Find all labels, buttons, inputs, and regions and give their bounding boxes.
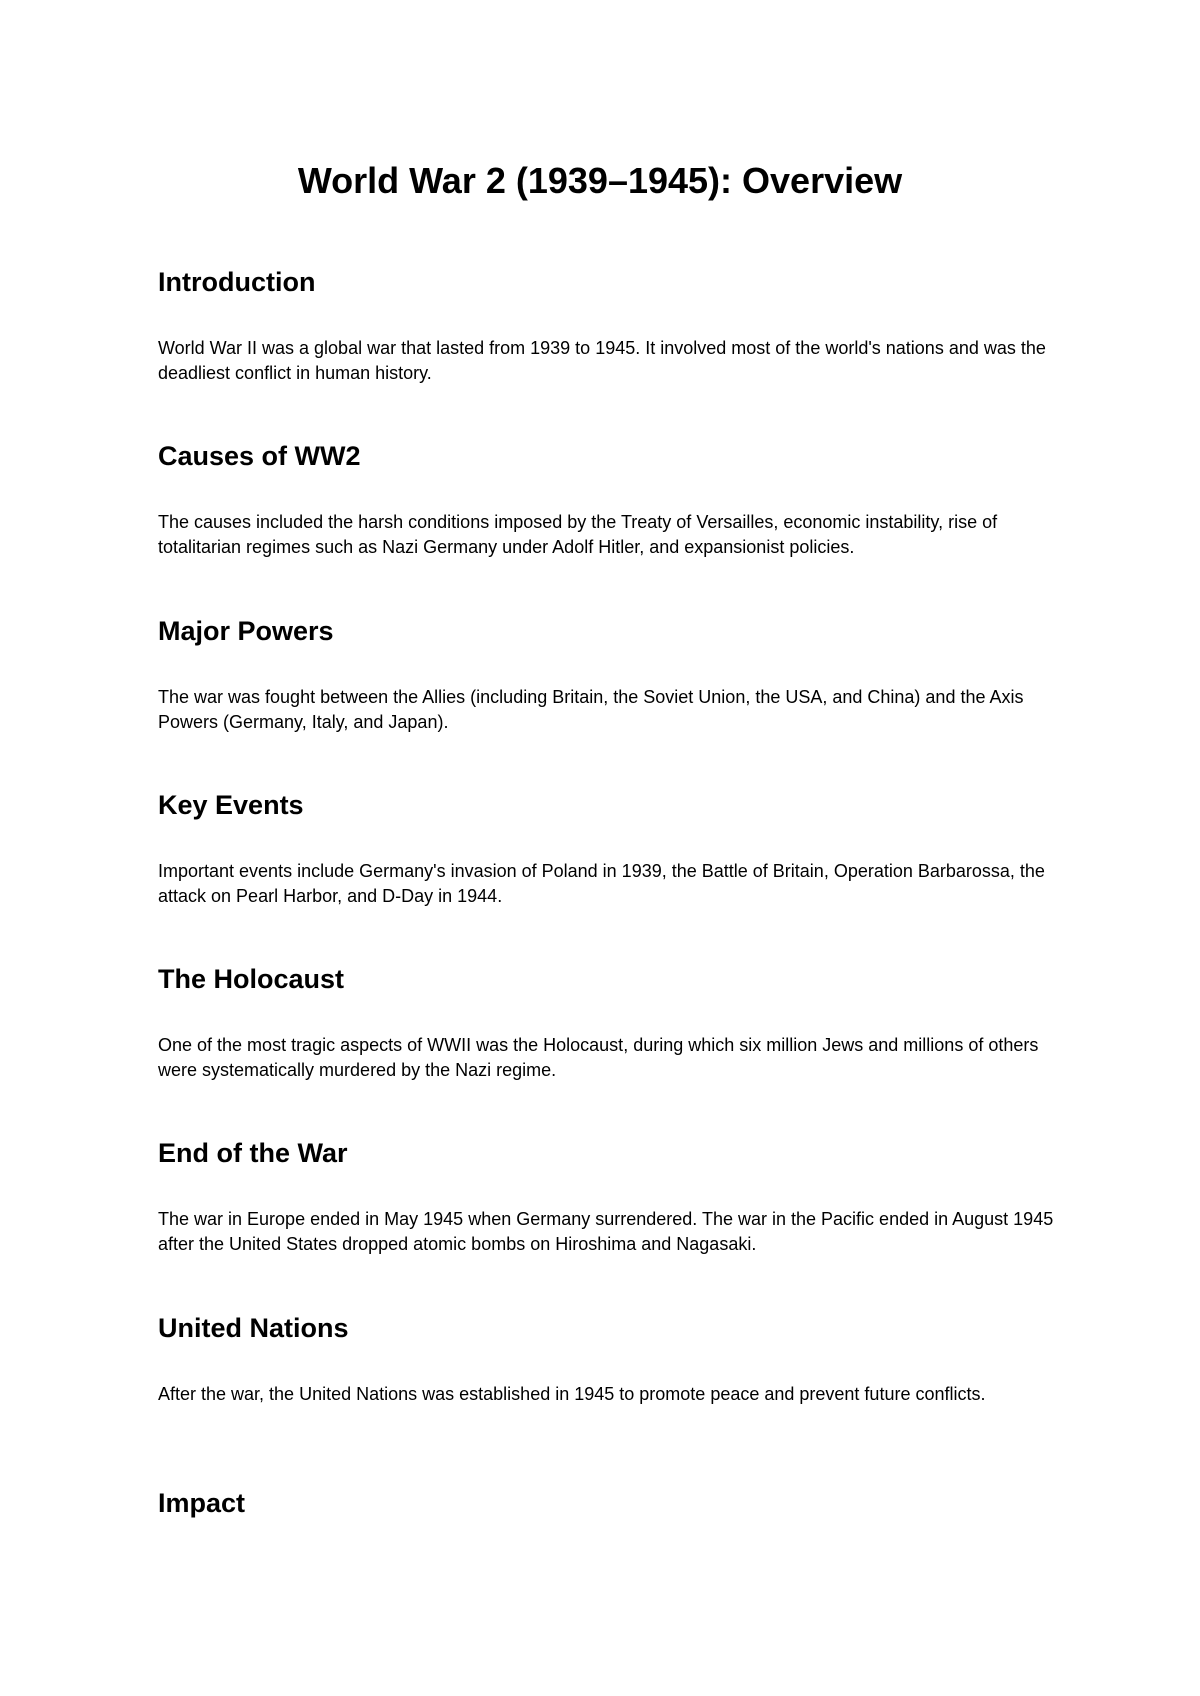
page-title: World War 2 (1939–1945): Overview xyxy=(297,160,903,201)
section-body: The causes included the harsh conditions imposed by the Treaty of Versailles, economic instability, rise of totalitarian regimes such as Nazi Germany under Adolf Hitler, and expansionist policies. xyxy=(158,512,998,557)
section-heading: Impact xyxy=(158,1488,246,1518)
section-introduction xyxy=(158,262,1058,386)
section-heading: Key Events xyxy=(158,790,304,820)
section-impact xyxy=(158,1483,1058,1523)
section-causes xyxy=(158,436,1058,560)
section-heading: The Holocaust xyxy=(158,964,345,994)
section-heading: End of the War xyxy=(158,1138,348,1168)
section-heading: Causes of WW2 xyxy=(158,441,361,471)
section-heading: United Nations xyxy=(158,1313,349,1343)
section-body: The war in Europe ended in May 1945 when Germany surrendered. The war in the Pacific ended in August 1945 after the United States dropped atomic bombs on Hiroshima and Nagasaki. xyxy=(158,1209,1054,1254)
section-holocaust xyxy=(158,959,1058,1083)
section-body: One of the most tragic aspects of WWII was the Holocaust, during which six million Jews and millions of others were systematically murdered by the Nazi regime. xyxy=(158,1035,1039,1080)
section-key-events xyxy=(158,785,1058,909)
section-united-nations xyxy=(158,1308,1058,1407)
section-body: Important events include Germany's invasion of Poland in 1939, the Battle of Britain, Operation Barbarossa, the attack on Pearl Harbor, and D-Day in 1944. xyxy=(158,861,1045,906)
section-heading: Major Powers xyxy=(158,616,334,646)
section-major-powers xyxy=(158,611,1058,735)
section-body: The war was fought between the Allies (including Britain, the Soviet Union, the USA, and China) and the Axis Powers (Germany, Italy, and Japan). xyxy=(158,687,1024,732)
section-heading: Introduction xyxy=(158,267,316,297)
section-body: After the war, the United Nations was established in 1945 to promote peace and prevent future conflicts. xyxy=(158,1384,986,1404)
section-body: World War II was a global war that lasted from 1939 to 1945. It involved most of the world's nations and was the deadliest conflict in human history. xyxy=(158,338,1046,383)
section-end-of-war xyxy=(158,1133,1058,1257)
